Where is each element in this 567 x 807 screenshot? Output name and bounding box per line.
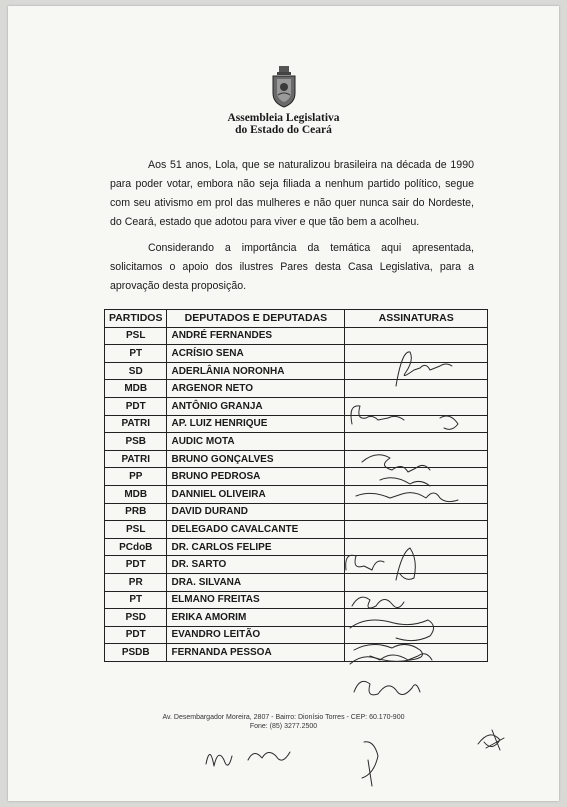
- table-row: [105, 626, 488, 644]
- table-row: [105, 380, 488, 398]
- signature-cell: [345, 591, 488, 609]
- deputy-cell: ELMANO FREITAS: [167, 591, 345, 609]
- party-cell: PSD: [105, 609, 167, 627]
- table-row: [105, 644, 488, 662]
- signatures-table: [104, 309, 488, 662]
- signature-cell: [345, 556, 488, 574]
- signature-cell: [345, 362, 488, 380]
- table-row: [105, 573, 488, 591]
- party-cell: PATRI: [105, 450, 167, 468]
- deputy-cell: ERIKA AMORIM: [167, 609, 345, 627]
- signature-cell: [345, 609, 488, 627]
- table-header-row: [105, 310, 488, 328]
- party-cell: PDT: [105, 556, 167, 574]
- party-cell: SD: [105, 362, 167, 380]
- assembly-title-line2: do Estado do Ceará: [235, 124, 332, 136]
- deputy-cell: ADERLÂNIA NORONHA: [167, 362, 345, 380]
- deputy-cell: DRA. SILVANA: [167, 573, 345, 591]
- table-row: [105, 397, 488, 415]
- signature-cell: [345, 345, 488, 363]
- signature-cell: [345, 644, 488, 662]
- table-row: [105, 521, 488, 539]
- table-row: [105, 468, 488, 486]
- signature-cell: [345, 573, 488, 591]
- signature-cell: [345, 415, 488, 433]
- deputy-cell: BRUNO PEDROSA: [167, 468, 345, 486]
- party-cell: PT: [105, 591, 167, 609]
- party-cell: PSB: [105, 433, 167, 451]
- table-row: [105, 503, 488, 521]
- deputy-cell: ANTÔNIO GRANJA: [167, 397, 345, 415]
- deputy-cell: AUDIC MOTA: [167, 433, 345, 451]
- body-paragraph-2: Considerando a importância da temática aqui apresentada, solicitamos o apoio dos ilustres Pares desta Casa Legislativa, para a aprovação desta proposição.: [110, 242, 474, 292]
- party-cell: PDT: [105, 397, 167, 415]
- table-row: [105, 556, 488, 574]
- party-cell: PSL: [105, 327, 167, 345]
- body-paragraph-1: Aos 51 anos, Lola, que se naturalizou brasileira na década de 1990 para poder votar, embora não seja filiada a nenhum partido político, segue com seu ativismo em prol das mulheres e não quer nunca sair do Nordeste, do Ceará, estado que adotou para viver e que tão bem a acolheu.: [110, 159, 474, 228]
- table-row: [105, 450, 488, 468]
- party-cell: PATRI: [105, 415, 167, 433]
- table-row: [105, 609, 488, 627]
- party-cell: PR: [105, 573, 167, 591]
- deputy-cell: DR. SARTO: [167, 556, 345, 574]
- signature-cell: [345, 468, 488, 486]
- signature-cell: [345, 397, 488, 415]
- footer-address: Av. Desembargador Moreira, 2807 - Bairro: Dionísio Torres - CEP: 60.170-900: [162, 714, 405, 721]
- deputy-cell: DR. CARLOS FELIPE: [167, 538, 345, 556]
- signature-cell: [345, 538, 488, 556]
- signature-cell: [345, 327, 488, 345]
- deputy-cell: FERNANDA PESSOA: [167, 644, 345, 662]
- table-row: [105, 433, 488, 451]
- table-row: [105, 591, 488, 609]
- header-deputies: DEPUTADOS E DEPUTADAS: [167, 310, 345, 328]
- deputy-cell: DANNIEL OLIVEIRA: [167, 485, 345, 503]
- deputy-cell: DAVID DURAND: [167, 503, 345, 521]
- party-cell: MDB: [105, 380, 167, 398]
- signature-cell: [345, 485, 488, 503]
- coat-of-arms-seal-icon: [270, 65, 298, 109]
- signature-cell: [345, 503, 488, 521]
- party-cell: PT: [105, 345, 167, 363]
- signature-cell: [345, 626, 488, 644]
- table-row: [105, 362, 488, 380]
- deputy-cell: EVANDRO LEITÃO: [167, 626, 345, 644]
- table-row: [105, 345, 488, 363]
- table-row: [105, 538, 488, 556]
- deputy-cell: DELEGADO CAVALCANTE: [167, 521, 345, 539]
- deputy-cell: AP. LUIZ HENRIQUE: [167, 415, 345, 433]
- signature-cell: [345, 380, 488, 398]
- party-cell: PSDB: [105, 644, 167, 662]
- signature-cell: [345, 450, 488, 468]
- party-cell: PDT: [105, 626, 167, 644]
- assembly-title-line1: Assembleia Legislativa: [227, 112, 340, 124]
- deputy-cell: ARGENOR NETO: [167, 380, 345, 398]
- signature-cell: [345, 521, 488, 539]
- header-parties: PARTIDOS: [105, 310, 167, 328]
- table-row: [105, 415, 488, 433]
- deputy-cell: BRUNO GONÇALVES: [167, 450, 345, 468]
- party-cell: PCdoB: [105, 538, 167, 556]
- deputy-cell: ANDRÉ FERNANDES: [167, 327, 345, 345]
- footer-phone: Fone: (85) 3277.2500: [249, 723, 318, 730]
- party-cell: MDB: [105, 485, 167, 503]
- table-row: [105, 485, 488, 503]
- deputy-cell: ACRÍSIO SENA: [167, 345, 345, 363]
- party-cell: PRB: [105, 503, 167, 521]
- party-cell: PP: [105, 468, 167, 486]
- party-cell: PSL: [105, 521, 167, 539]
- table-row: [105, 327, 488, 345]
- header-signatures: ASSINATURAS: [345, 310, 488, 328]
- signature-cell: [345, 433, 488, 451]
